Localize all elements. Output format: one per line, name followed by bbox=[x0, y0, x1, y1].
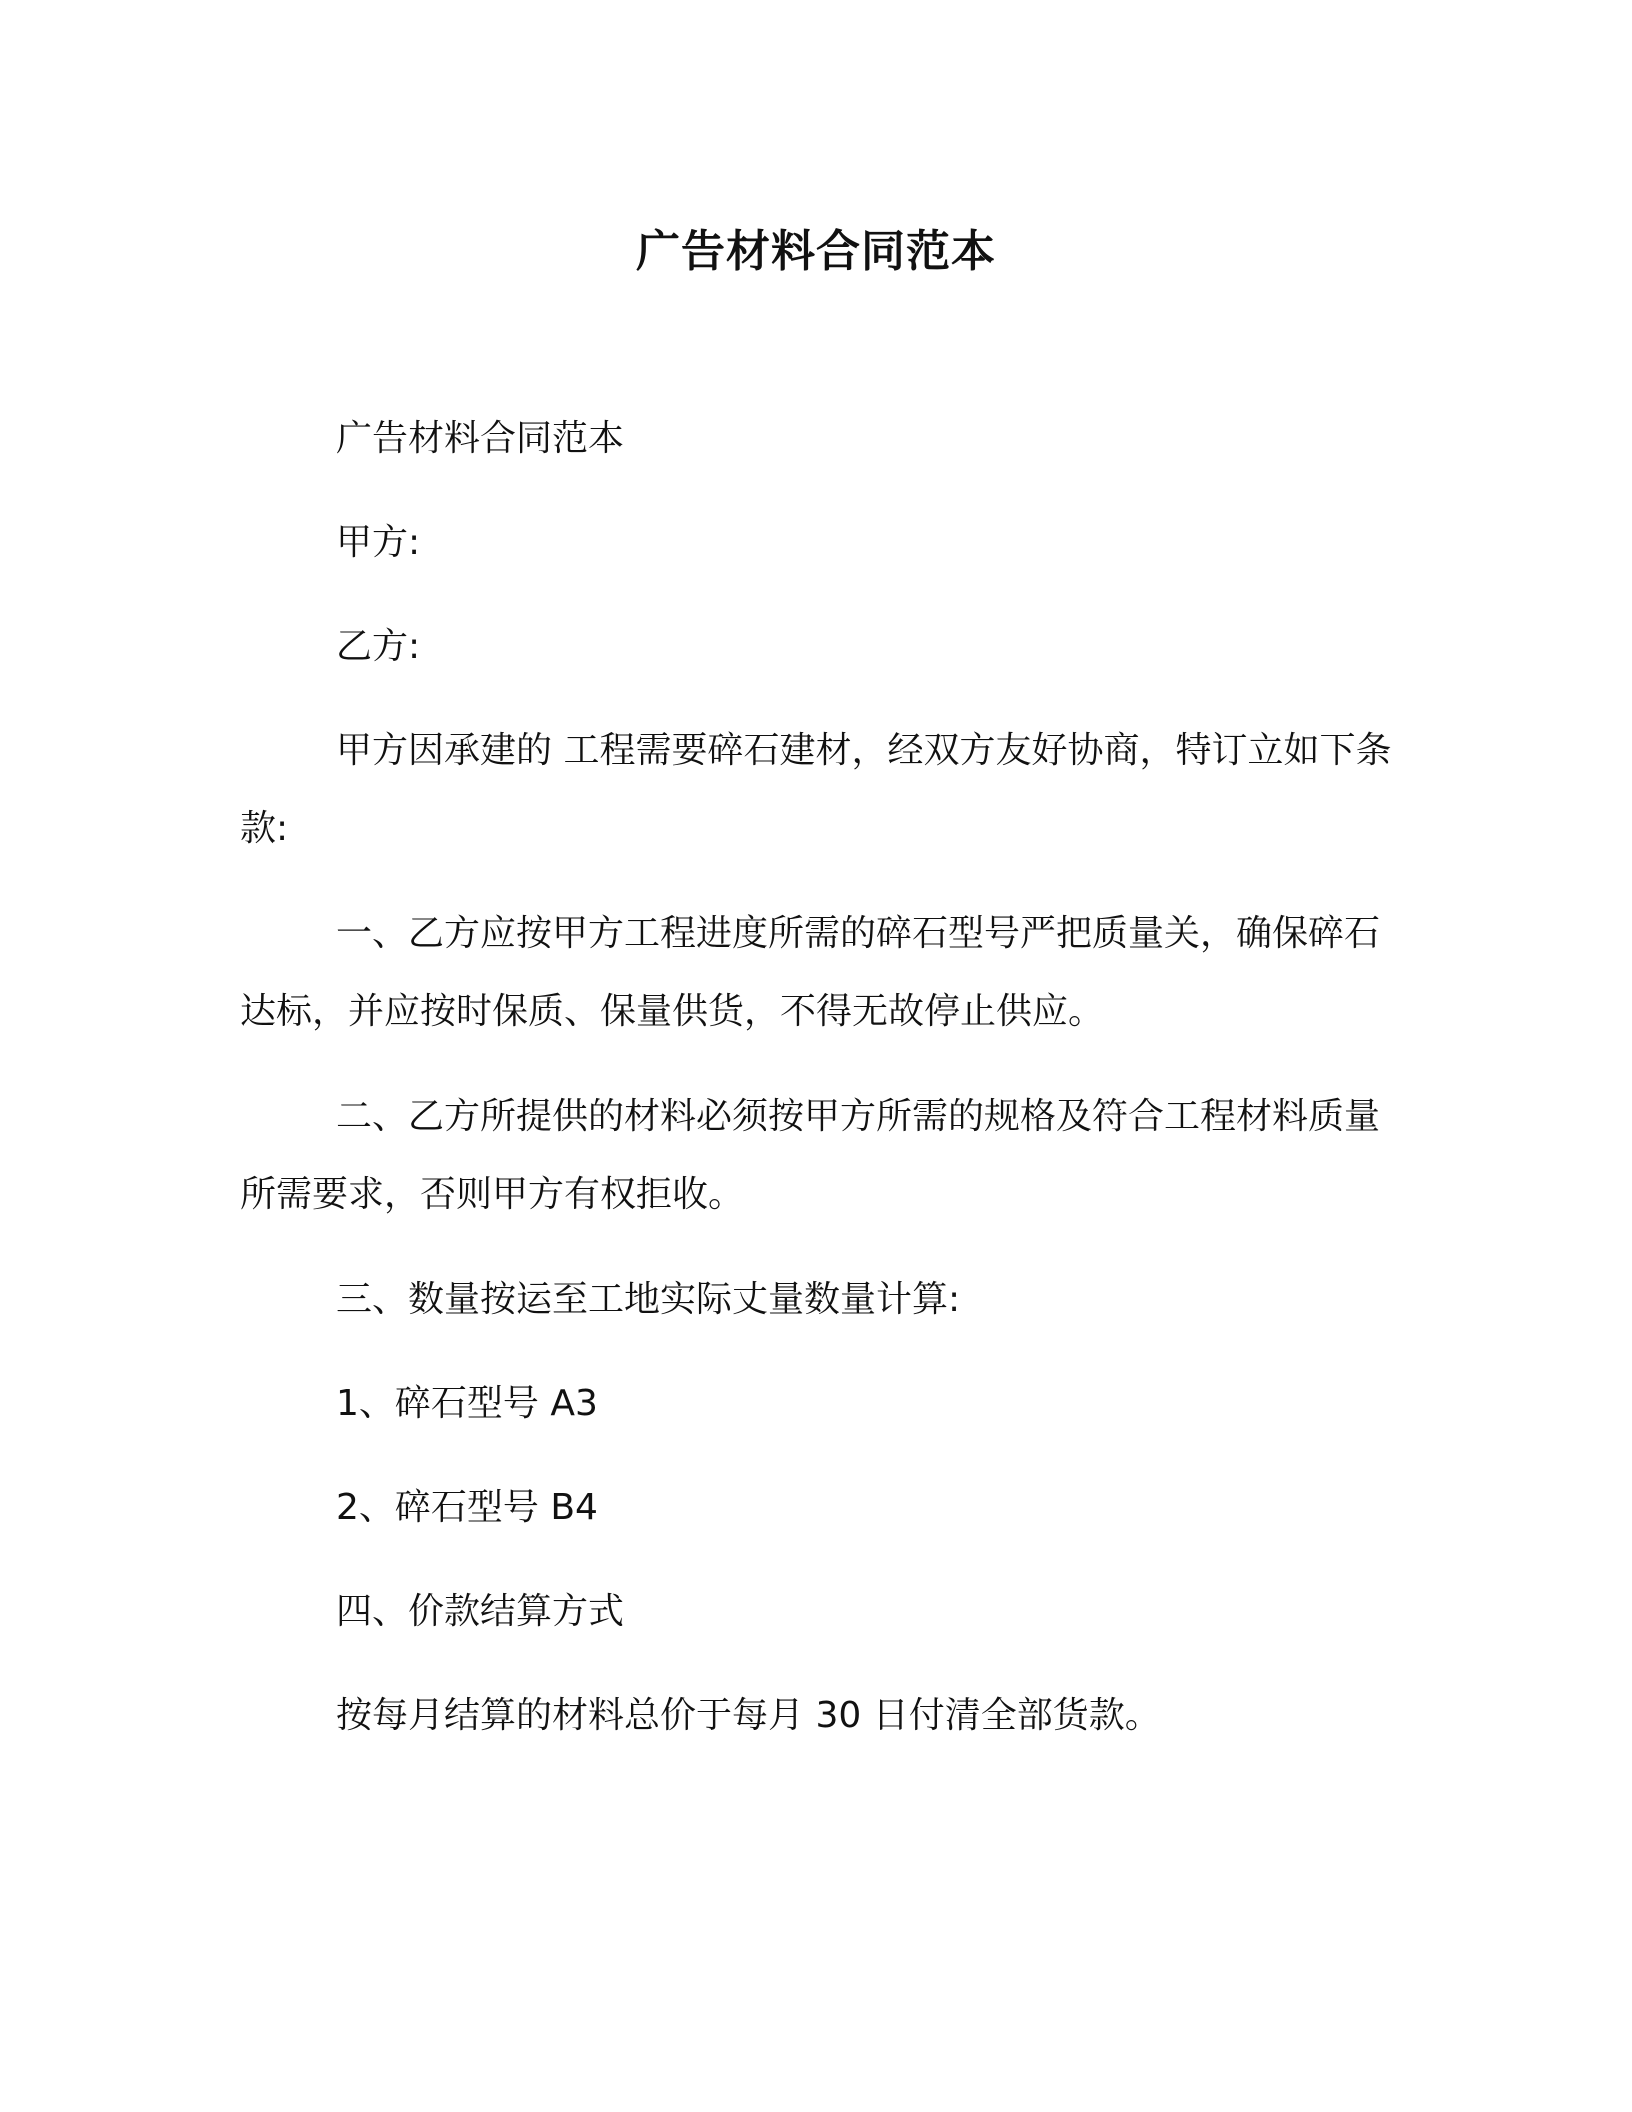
document-body bbox=[240, 400, 1392, 1781]
paragraph-party-b: 乙方: bbox=[336, 626, 421, 667]
paragraph-item-1: 1、碎石型号 A3 bbox=[336, 1383, 598, 1424]
paragraph-payment: 按每月结算的材料总价于每月 30 日付清全部货款。 bbox=[336, 1695, 1161, 1736]
paragraph-clause-4: 四、价款结算方式 bbox=[336, 1591, 625, 1632]
paragraph-item-2: 2、碎石型号 B4 bbox=[336, 1487, 598, 1528]
paragraph-heading: 广告材料合同范本 bbox=[336, 418, 625, 459]
paragraph-party-a: 甲方: bbox=[336, 522, 421, 563]
paragraph-clause-2: 二、乙方所提供的材料必须按甲方所需的规格及符合工程材料质量所需要求，否则甲方有权拒收。 bbox=[240, 1096, 1381, 1215]
paragraph-clause-1: 一、乙方应按甲方工程进度所需的碎石型号严把质量关，确保碎石达标，并应按时保质、保量供货，不得无故停止供应。 bbox=[240, 913, 1381, 1032]
paragraph-preamble: 甲方因承建的 工程需要碎石建材，经双方友好协商，特订立如下条款: bbox=[240, 730, 1392, 849]
paragraph-clause-3: 三、数量按运至工地实际丈量数量计算: bbox=[336, 1279, 961, 1320]
document-title: 广告材料合同范本 bbox=[636, 226, 996, 277]
